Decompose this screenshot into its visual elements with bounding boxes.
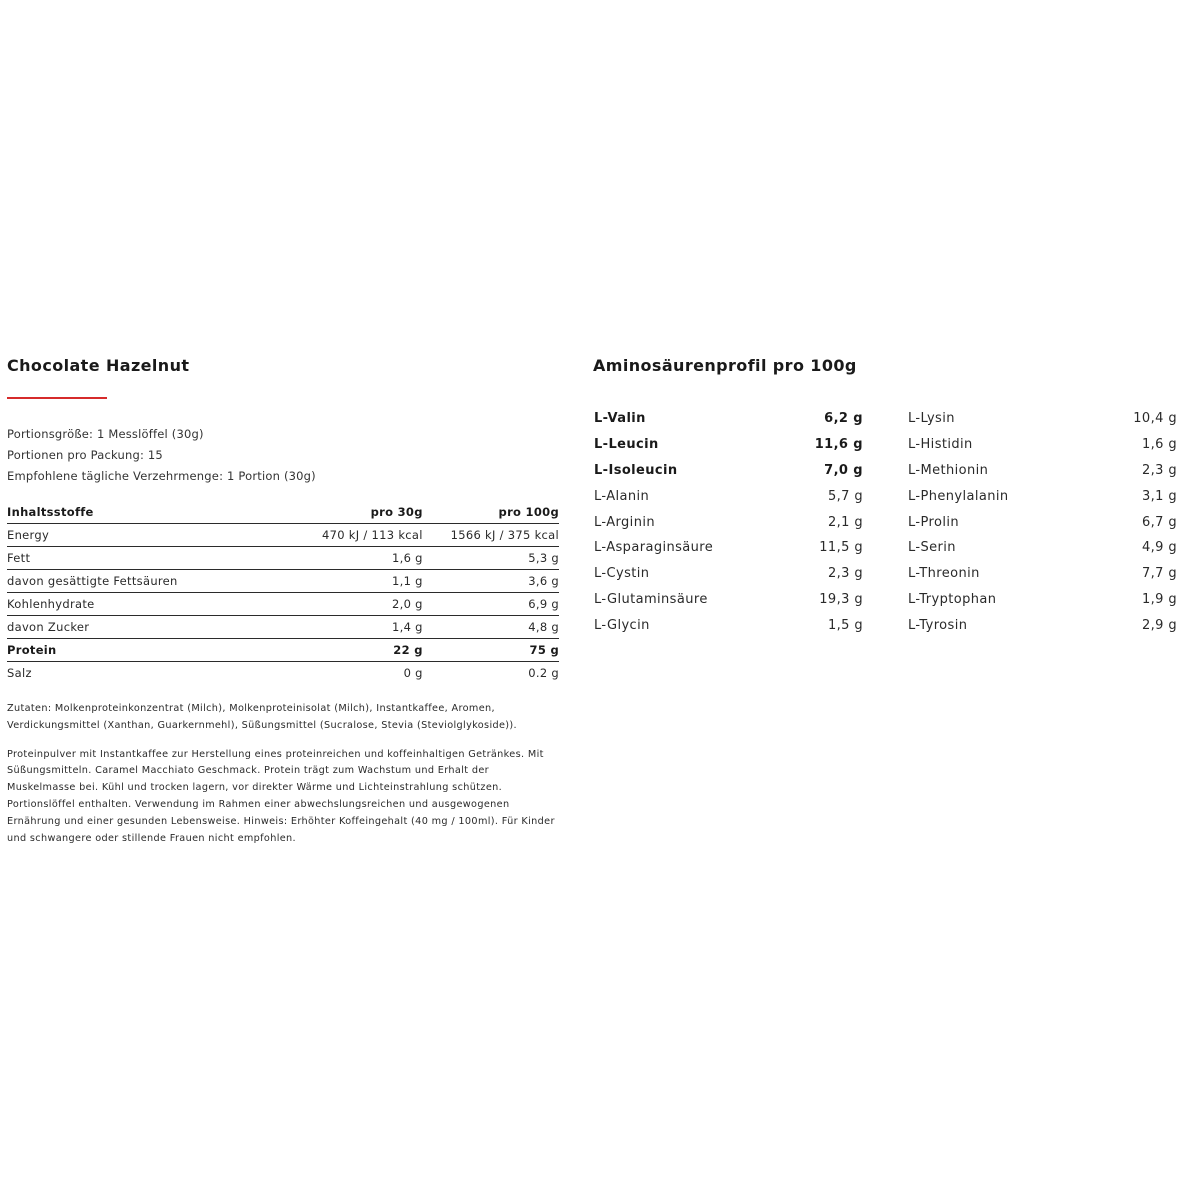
list-item xyxy=(908,432,1177,458)
nutrition-table xyxy=(7,501,559,684)
nutrient-name: Fett xyxy=(7,547,303,570)
amino-name: L-Glycin xyxy=(594,617,650,633)
amino-name: L-Histidin xyxy=(908,437,973,453)
header-per-100g: pro 100g xyxy=(423,501,559,524)
amino-name: L-Alanin xyxy=(594,488,650,504)
list-item xyxy=(908,587,1177,613)
table-row xyxy=(7,662,559,685)
amino-name: L-Tryptophan xyxy=(908,591,997,607)
amino-value: 2,3 g xyxy=(827,566,863,582)
amino-name: L-Cystin xyxy=(594,566,650,582)
portion-info xyxy=(7,424,559,487)
header-ingredients: Inhaltsstoffe xyxy=(7,501,303,524)
table-row xyxy=(7,524,559,547)
nutrient-per-100g: 3,6 g xyxy=(423,570,559,593)
portions-per-pack: Portionen pro Packung: 15 xyxy=(7,448,163,462)
amino-title: Aminosäurenprofil pro 100g xyxy=(593,356,857,375)
amino-value: 2,1 g xyxy=(827,514,863,530)
amino-value: 11,5 g xyxy=(819,540,863,556)
amino-name: L-Threonin xyxy=(908,566,980,582)
amino-value: 5,7 g xyxy=(827,488,863,504)
list-item xyxy=(594,432,863,458)
amino-name: L-Arginin xyxy=(594,514,655,530)
list-item xyxy=(594,509,863,535)
table-row xyxy=(7,593,559,616)
amino-acid-list xyxy=(594,406,1177,646)
list-item xyxy=(594,406,863,432)
list-item xyxy=(594,458,863,484)
nutrient-per-100g: 75 g xyxy=(423,639,559,662)
list-item xyxy=(908,509,1177,535)
list-item xyxy=(908,406,1177,432)
nutrient-name: Energy xyxy=(7,524,303,547)
amino-name: L-Methionin xyxy=(908,462,989,478)
amino-name: L-Isoleucin xyxy=(594,462,678,478)
amino-column-left xyxy=(594,406,863,638)
amino-value: 2,3 g xyxy=(1141,462,1177,478)
ingredients-text: Zutaten: Molkenproteinkonzentrat (Milch), Molkenproteinisolat (Milch), Instantkaffee, Aromen, Verdickungsmittel (Xanthan, Guarkernmehl), Süßungsmittel (Sucralose, Stevia (Steviolglykoside)). xyxy=(7,703,517,731)
amino-name: L-Asparaginsäure xyxy=(594,540,714,556)
nutrient-per-100g: 5,3 g xyxy=(423,547,559,570)
nutrient-per-100g: 1566 kJ / 375 kcal xyxy=(423,524,559,547)
list-item xyxy=(594,587,863,613)
nutrient-name: Salz xyxy=(7,666,32,680)
list-item xyxy=(594,483,863,509)
accent-divider xyxy=(7,397,107,399)
nutrient-per-100g: 4,8 g xyxy=(423,616,559,639)
amino-value: 1,5 g xyxy=(827,617,863,633)
amino-value: 2,9 g xyxy=(1141,617,1177,633)
nutrition-panel xyxy=(7,355,559,847)
amino-column-right xyxy=(908,406,1177,638)
nutrition-header-row xyxy=(7,501,559,524)
amino-value: 6,2 g xyxy=(824,411,863,427)
list-item xyxy=(908,612,1177,638)
amino-name: L-Glutaminsäure xyxy=(594,591,708,607)
header-per-30g: pro 30g xyxy=(303,501,422,524)
amino-name: L-Prolin xyxy=(908,514,959,530)
portion-size: Portionsgröße: 1 Messlöffel (30g) xyxy=(7,427,204,441)
list-item xyxy=(908,561,1177,587)
list-item xyxy=(594,612,863,638)
nutrient-per-30g: 1,1 g xyxy=(303,570,422,593)
amino-value: 6,7 g xyxy=(1141,514,1177,530)
list-item xyxy=(908,483,1177,509)
nutrient-per-30g: 470 kJ / 113 kcal xyxy=(303,524,422,547)
product-description: Proteinpulver mit Instantkaffee zur Herstellung eines proteinreichen und koffeinhaltigen Getränkes. Mit Süßungsmitteln. Caramel Macchiato Geschmack. Protein trägt zum Wachstum und Erhalt der Muskelmasse bei. Kühl und trocken lagern, vor direkter Wärme und Lichteinstrahlung schützen. Portionslöffel enthalten. Verwendung im Rahmen einer abwechslungsreichen und ausgewogenen Ernährung und einer gesunden Lebensweise. Hinweis: Erhöhter Koffeingehalt (40 mg / 100ml). Für Kinder und schwangere oder stillende Frauen nicht empfohlen. xyxy=(7,748,555,844)
list-item xyxy=(594,535,863,561)
table-row xyxy=(7,547,559,570)
amino-value: 7,0 g xyxy=(824,462,863,478)
table-row xyxy=(7,616,559,639)
nutrient-per-30g: 22 g xyxy=(303,639,422,662)
amino-value: 1,9 g xyxy=(1141,591,1177,607)
nutrient-per-30g: 0 g xyxy=(403,666,423,680)
nutrient-per-30g: 1,4 g xyxy=(303,616,422,639)
amino-value: 19,3 g xyxy=(819,591,863,607)
nutrient-name: davon gesättigte Fettsäuren xyxy=(7,570,303,593)
nutrient-per-30g: 1,6 g xyxy=(303,547,422,570)
table-row xyxy=(7,639,559,662)
nutrient-name: davon Zucker xyxy=(7,616,303,639)
amino-name: L-Valin xyxy=(594,411,646,427)
amino-value: 3,1 g xyxy=(1141,488,1177,504)
amino-name: L-Tyrosin xyxy=(908,617,968,633)
nutrient-per-100g: 6,9 g xyxy=(423,593,559,616)
table-row xyxy=(7,570,559,593)
amino-value: 1,6 g xyxy=(1141,437,1177,453)
nutrient-name: Protein xyxy=(7,639,303,662)
amino-name: L-Serin xyxy=(908,540,956,556)
amino-value: 10,4 g xyxy=(1133,411,1177,427)
list-item xyxy=(908,458,1177,484)
amino-name: L-Phenylalanin xyxy=(908,488,1009,504)
list-item xyxy=(594,561,863,587)
amino-name: L-Lysin xyxy=(908,411,955,427)
amino-name: L-Leucin xyxy=(594,437,659,453)
nutrient-per-30g: 2,0 g xyxy=(303,593,422,616)
list-item xyxy=(908,535,1177,561)
amino-value: 4,9 g xyxy=(1141,540,1177,556)
daily-recommendation: Empfohlene tägliche Verzehrmenge: 1 Portion (30g) xyxy=(7,469,316,483)
amino-value: 11,6 g xyxy=(814,437,863,453)
nutrient-name: Kohlenhydrate xyxy=(7,593,303,616)
amino-acid-panel xyxy=(593,355,1183,633)
amino-value: 7,7 g xyxy=(1141,566,1177,582)
product-title: Chocolate Hazelnut xyxy=(7,356,190,375)
nutrient-per-100g: 0.2 g xyxy=(528,666,559,680)
